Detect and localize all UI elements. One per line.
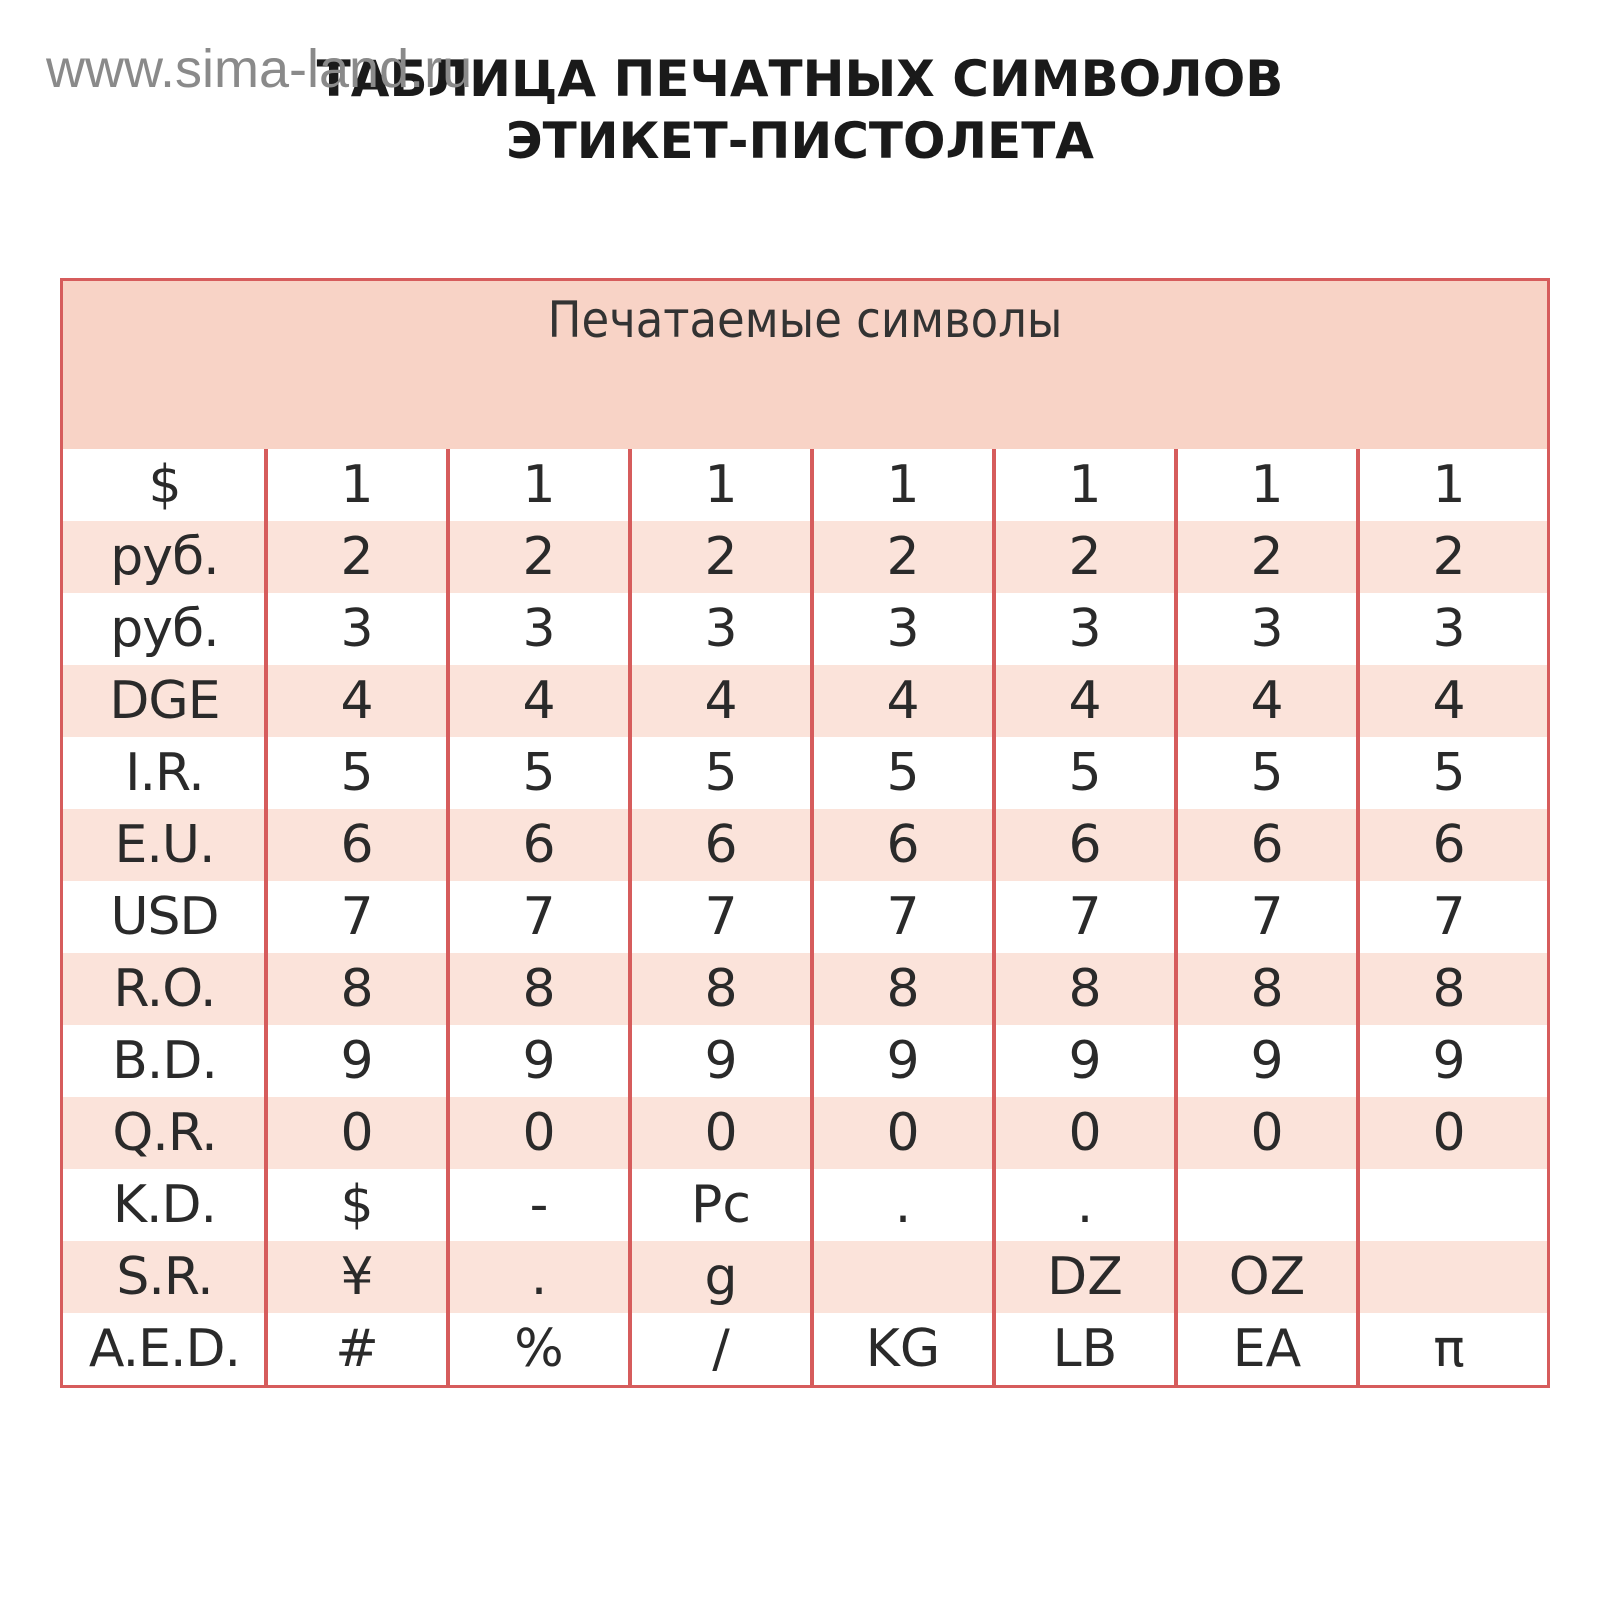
row-label: руб. bbox=[110, 599, 219, 659]
symbol-cell bbox=[1358, 1169, 1540, 1241]
symbol-cell: 1 bbox=[1432, 455, 1466, 515]
symbol-cell: $ bbox=[340, 1175, 374, 1235]
symbol-cell: 7 bbox=[1432, 887, 1466, 947]
row-label: E.U. bbox=[114, 815, 215, 875]
row-label: A.E.D. bbox=[88, 1319, 241, 1379]
symbol-cell: 9 bbox=[1250, 1031, 1284, 1091]
symbol-cell: 3 bbox=[1432, 599, 1466, 659]
symbols-table bbox=[60, 278, 1550, 1388]
symbol-cell: 8 bbox=[1068, 959, 1102, 1019]
symbol-cell: LB bbox=[1052, 1319, 1118, 1379]
symbol-cell: / bbox=[712, 1319, 730, 1379]
table-row bbox=[63, 953, 1547, 1025]
symbol-cell: 4 bbox=[886, 671, 920, 731]
symbol-cell: 4 bbox=[1068, 671, 1102, 731]
symbol-cell: 3 bbox=[340, 599, 374, 659]
symbol-cell: 2 bbox=[1432, 527, 1466, 587]
symbol-cell: 2 bbox=[340, 527, 374, 587]
symbol-cell: . bbox=[530, 1247, 548, 1307]
symbol-cell: 1 bbox=[1068, 455, 1102, 515]
symbol-cell: 7 bbox=[522, 887, 556, 947]
symbol-cell: KG bbox=[865, 1319, 941, 1379]
symbol-cell: 9 bbox=[1432, 1031, 1466, 1091]
column-divider bbox=[1174, 449, 1178, 1385]
column-divider bbox=[446, 449, 450, 1385]
symbol-cell: 8 bbox=[1432, 959, 1466, 1019]
symbol-cell: 0 bbox=[886, 1103, 920, 1163]
symbol-cell: 9 bbox=[704, 1031, 738, 1091]
symbol-cell: 6 bbox=[1250, 815, 1284, 875]
symbol-cell: 2 bbox=[522, 527, 556, 587]
row-label: R.O. bbox=[113, 959, 216, 1019]
symbol-cell: 2 bbox=[886, 527, 920, 587]
table-row bbox=[63, 521, 1547, 593]
symbol-cell: 1 bbox=[340, 455, 374, 515]
symbol-cell: - bbox=[529, 1175, 549, 1235]
table-header bbox=[63, 281, 1547, 449]
row-label: K.D. bbox=[112, 1175, 217, 1235]
column-divider bbox=[264, 449, 268, 1385]
symbol-cell bbox=[1358, 1241, 1540, 1313]
symbol-cell: 8 bbox=[886, 959, 920, 1019]
symbol-cell: 0 bbox=[1250, 1103, 1284, 1163]
row-label: I.R. bbox=[125, 743, 204, 803]
symbol-cell: 5 bbox=[1068, 743, 1102, 803]
title-line-2: ЭТИКЕТ-ПИСТОЛЕТА bbox=[505, 112, 1094, 170]
symbol-cell: 0 bbox=[340, 1103, 374, 1163]
symbol-cell bbox=[1176, 1169, 1358, 1241]
symbol-cell: 0 bbox=[704, 1103, 738, 1163]
symbol-cell: 6 bbox=[522, 815, 556, 875]
symbol-cell: 3 bbox=[522, 599, 556, 659]
table-row bbox=[63, 1313, 1547, 1385]
table-body bbox=[63, 449, 1547, 1385]
row-label: Q.R. bbox=[112, 1103, 217, 1163]
table-header-label: Печатаемые символы bbox=[547, 291, 1063, 349]
table-row bbox=[63, 665, 1547, 737]
row-label: DGE bbox=[109, 671, 220, 731]
title-line-1: ТАБЛИЦА ПЕЧАТНЫХ СИМВОЛОВ bbox=[316, 50, 1284, 108]
symbol-cell: 4 bbox=[1432, 671, 1466, 731]
symbol-cell: . bbox=[894, 1175, 912, 1235]
symbol-cell: 7 bbox=[340, 887, 374, 947]
row-label: $ bbox=[148, 455, 181, 515]
symbol-cell: 9 bbox=[340, 1031, 374, 1091]
table-row bbox=[63, 593, 1547, 665]
symbol-cell: 7 bbox=[1068, 887, 1102, 947]
table-row bbox=[63, 881, 1547, 953]
symbol-cell: 7 bbox=[886, 887, 920, 947]
symbol-cell: DZ bbox=[1047, 1247, 1123, 1307]
symbol-cell: 8 bbox=[704, 959, 738, 1019]
column-divider bbox=[992, 449, 996, 1385]
table-row bbox=[63, 1025, 1547, 1097]
symbol-cell: 5 bbox=[340, 743, 374, 803]
symbol-cell: 7 bbox=[1250, 887, 1284, 947]
symbol-cell: 5 bbox=[704, 743, 738, 803]
symbol-cell: 9 bbox=[886, 1031, 920, 1091]
symbol-cell: 5 bbox=[1250, 743, 1284, 803]
symbol-cell: % bbox=[514, 1319, 564, 1379]
symbol-cell: 0 bbox=[1068, 1103, 1102, 1163]
symbol-cell: ¥ bbox=[340, 1247, 374, 1307]
symbol-cell: 1 bbox=[704, 455, 738, 515]
table-row bbox=[63, 449, 1547, 521]
row-label: B.D. bbox=[112, 1031, 217, 1091]
symbol-cell: 6 bbox=[340, 815, 374, 875]
symbol-cell: 1 bbox=[522, 455, 556, 515]
symbol-cell: 4 bbox=[340, 671, 374, 731]
symbol-cell: 8 bbox=[522, 959, 556, 1019]
symbol-cell: 3 bbox=[704, 599, 738, 659]
row-label: USD bbox=[110, 887, 219, 947]
symbol-cell: 9 bbox=[1068, 1031, 1102, 1091]
symbol-cell: 8 bbox=[340, 959, 374, 1019]
symbol-cell: OZ bbox=[1228, 1247, 1306, 1307]
column-divider bbox=[1356, 449, 1360, 1385]
table-row bbox=[63, 1097, 1547, 1169]
symbol-cell: g bbox=[704, 1247, 738, 1307]
symbol-cell: 3 bbox=[886, 599, 920, 659]
symbol-cell: 0 bbox=[522, 1103, 556, 1163]
symbol-cell: 9 bbox=[522, 1031, 556, 1091]
table-row bbox=[63, 737, 1547, 809]
symbol-cell: 7 bbox=[704, 887, 738, 947]
symbol-cell: 6 bbox=[704, 815, 738, 875]
symbol-cell: 4 bbox=[1250, 671, 1284, 731]
symbol-cell: Pc bbox=[691, 1175, 751, 1235]
table-row bbox=[63, 1169, 1547, 1241]
table-row bbox=[63, 1241, 1547, 1313]
symbol-cell: EA bbox=[1232, 1319, 1302, 1379]
row-label: S.R. bbox=[116, 1247, 213, 1307]
symbol-cell: 5 bbox=[522, 743, 556, 803]
symbol-cell: 3 bbox=[1068, 599, 1102, 659]
symbol-cell: 1 bbox=[1250, 455, 1284, 515]
symbol-cell bbox=[812, 1241, 994, 1313]
symbol-cell: 6 bbox=[1068, 815, 1102, 875]
symbol-cell: 1 bbox=[886, 455, 920, 515]
symbol-cell: 6 bbox=[1432, 815, 1466, 875]
symbol-cell: 2 bbox=[704, 527, 738, 587]
row-label: руб. bbox=[110, 527, 219, 587]
table-row bbox=[63, 809, 1547, 881]
symbol-cell: 5 bbox=[886, 743, 920, 803]
watermark: www.sima-land.ru bbox=[46, 39, 473, 99]
symbol-cell: 6 bbox=[886, 815, 920, 875]
symbol-cell: # bbox=[335, 1319, 379, 1379]
symbol-cell: π bbox=[1433, 1319, 1465, 1379]
column-divider bbox=[628, 449, 632, 1385]
symbol-cell: 5 bbox=[1432, 743, 1466, 803]
symbol-cell: . bbox=[1076, 1175, 1094, 1235]
symbol-cell: 3 bbox=[1250, 599, 1284, 659]
symbol-cell: 2 bbox=[1068, 527, 1102, 587]
symbol-cell: 4 bbox=[522, 671, 556, 731]
symbol-cell: 2 bbox=[1250, 527, 1284, 587]
symbol-cell: 8 bbox=[1250, 959, 1284, 1019]
symbol-cell: 0 bbox=[1432, 1103, 1466, 1163]
symbol-cell: 4 bbox=[704, 671, 738, 731]
column-divider bbox=[810, 449, 814, 1385]
